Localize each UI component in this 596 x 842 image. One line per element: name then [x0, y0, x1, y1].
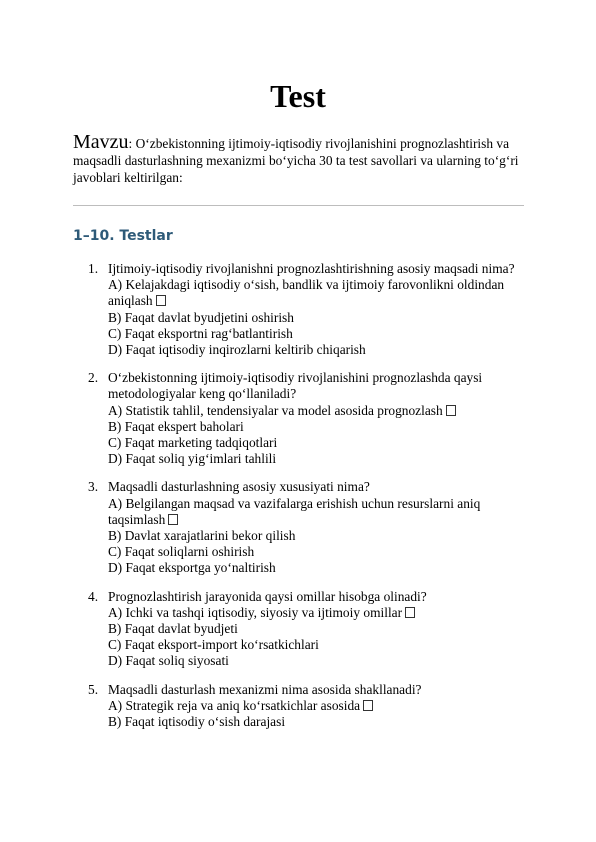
answer-option: [108, 528, 528, 544]
answer-option: [108, 435, 528, 451]
answer-option: [108, 310, 528, 326]
answer-option-text: A) Strategik reja va aniq ko‘rsatkichlar asosida: [108, 697, 361, 713]
section-heading: 1–10. Testlar: [73, 228, 173, 244]
answer-option: [108, 403, 528, 419]
question-item: [88, 589, 528, 670]
answer-option: [108, 451, 528, 467]
intro-text: O‘zbekistonning ijtimoiy-iqtisodiy rivojlanishini prognozlashtirish va maqsadli dasturlashning mexanizmi bo‘yicha 30 ta test savollari va ularning to‘g‘ri javoblari keltirilgan:: [73, 136, 519, 185]
answer-option: [108, 277, 528, 309]
answer-option: [108, 621, 528, 637]
answer-option-text: B) Faqat davlat byudjetini oshirish: [108, 309, 294, 325]
answer-option: [108, 342, 528, 358]
question-item: [88, 261, 528, 358]
answer-option: [108, 496, 528, 528]
answer-option: [108, 637, 528, 653]
answer-option-text: B) Faqat ekspert baholari: [108, 418, 244, 434]
question-list: [88, 261, 528, 742]
intro-colon: :: [128, 136, 133, 151]
document-title: Test: [270, 78, 326, 114]
answer-option-text: C) Faqat eksport-import ko‘rsatkichlari: [108, 637, 319, 653]
answer-option: [108, 560, 528, 576]
answer-option-text: C) Faqat soliqlarni oshirish: [108, 544, 255, 560]
answer-option-text: A) Kelajakdagi iqtisodiy o‘sish, bandlik va ijtimoiy farovonlikni oldindan aniqlash: [108, 277, 505, 309]
answer-option: [108, 605, 528, 621]
question-number: 1.: [88, 261, 99, 276]
intro-paragraph: [73, 131, 529, 186]
correct-answer-check-icon: [156, 295, 166, 306]
answer-option-text: B) Faqat iqtisodiy o‘sish darajasi: [108, 714, 286, 730]
answer-option-text: D) Faqat eksportga yo‘naltirish: [108, 560, 276, 576]
question-number: 3.: [88, 479, 99, 495]
answer-option-text: A) Belgilangan maqsad va vazifalarga erishish uchun resurslarni aniq taqsimlash: [108, 495, 481, 527]
correct-answer-check-icon: [363, 700, 373, 711]
question-text: Maqsadli dasturlashning asosiy xususiyati nima?: [108, 479, 370, 495]
answer-option-text: C) Faqat eksportni rag‘batlantirish: [108, 325, 293, 341]
answer-option: [108, 698, 528, 714]
question-text: Maqsadli dasturlash mexanizmi nima asosida shakllanadi?: [108, 681, 422, 697]
question-number: 4.: [88, 588, 99, 604]
horizontal-divider: [73, 205, 524, 206]
intro-lead: Mavzu: [73, 131, 129, 153]
answer-option-text: D) Faqat soliq yig‘imlari tahlili: [108, 451, 277, 467]
question-item: [88, 370, 528, 467]
answer-option: [108, 326, 528, 342]
answer-option-text: B) Davlat xarajatlarini bekor qilish: [108, 528, 296, 544]
correct-answer-check-icon: [446, 405, 456, 416]
answer-option-text: B) Faqat davlat byudjeti: [108, 621, 238, 637]
correct-answer-check-icon: [168, 514, 178, 525]
answer-option-text: A) Ichki va tashqi iqtisodiy, siyosiy va ijtimoiy omillar: [108, 604, 403, 620]
answer-option: [108, 714, 528, 730]
correct-answer-check-icon: [405, 607, 415, 618]
question-item: [88, 479, 528, 576]
question-text: Ijtimoiy-iqtisodiy rivojlanishni prognozlashtirishning asosiy maqsadi nima?: [108, 261, 515, 276]
answer-option: [108, 419, 528, 435]
answer-option: [108, 544, 528, 560]
answer-option-text: C) Faqat marketing tadqiqotlari: [108, 435, 278, 451]
question-text: O‘zbekistonning ijtimoiy-iqtisodiy rivojlanishini prognozlashda qaysi metodologiyalar keng qo‘llaniladi?: [108, 370, 483, 402]
answer-option-text: A) Statistik tahlil, tendensiyalar va model asosida prognozlash: [108, 402, 443, 418]
question-number: 2.: [88, 370, 99, 386]
answer-option: [108, 653, 528, 669]
answer-option-text: D) Faqat soliq siyosati: [108, 653, 229, 669]
question-item: [88, 682, 528, 731]
question-text: Prognozlashtirish jarayonida qaysi omillar hisobga olinadi?: [108, 588, 427, 604]
question-number: 5.: [88, 681, 99, 697]
answer-option-text: D) Faqat iqtisodiy inqirozlarni keltirib chiqarish: [108, 342, 366, 358]
